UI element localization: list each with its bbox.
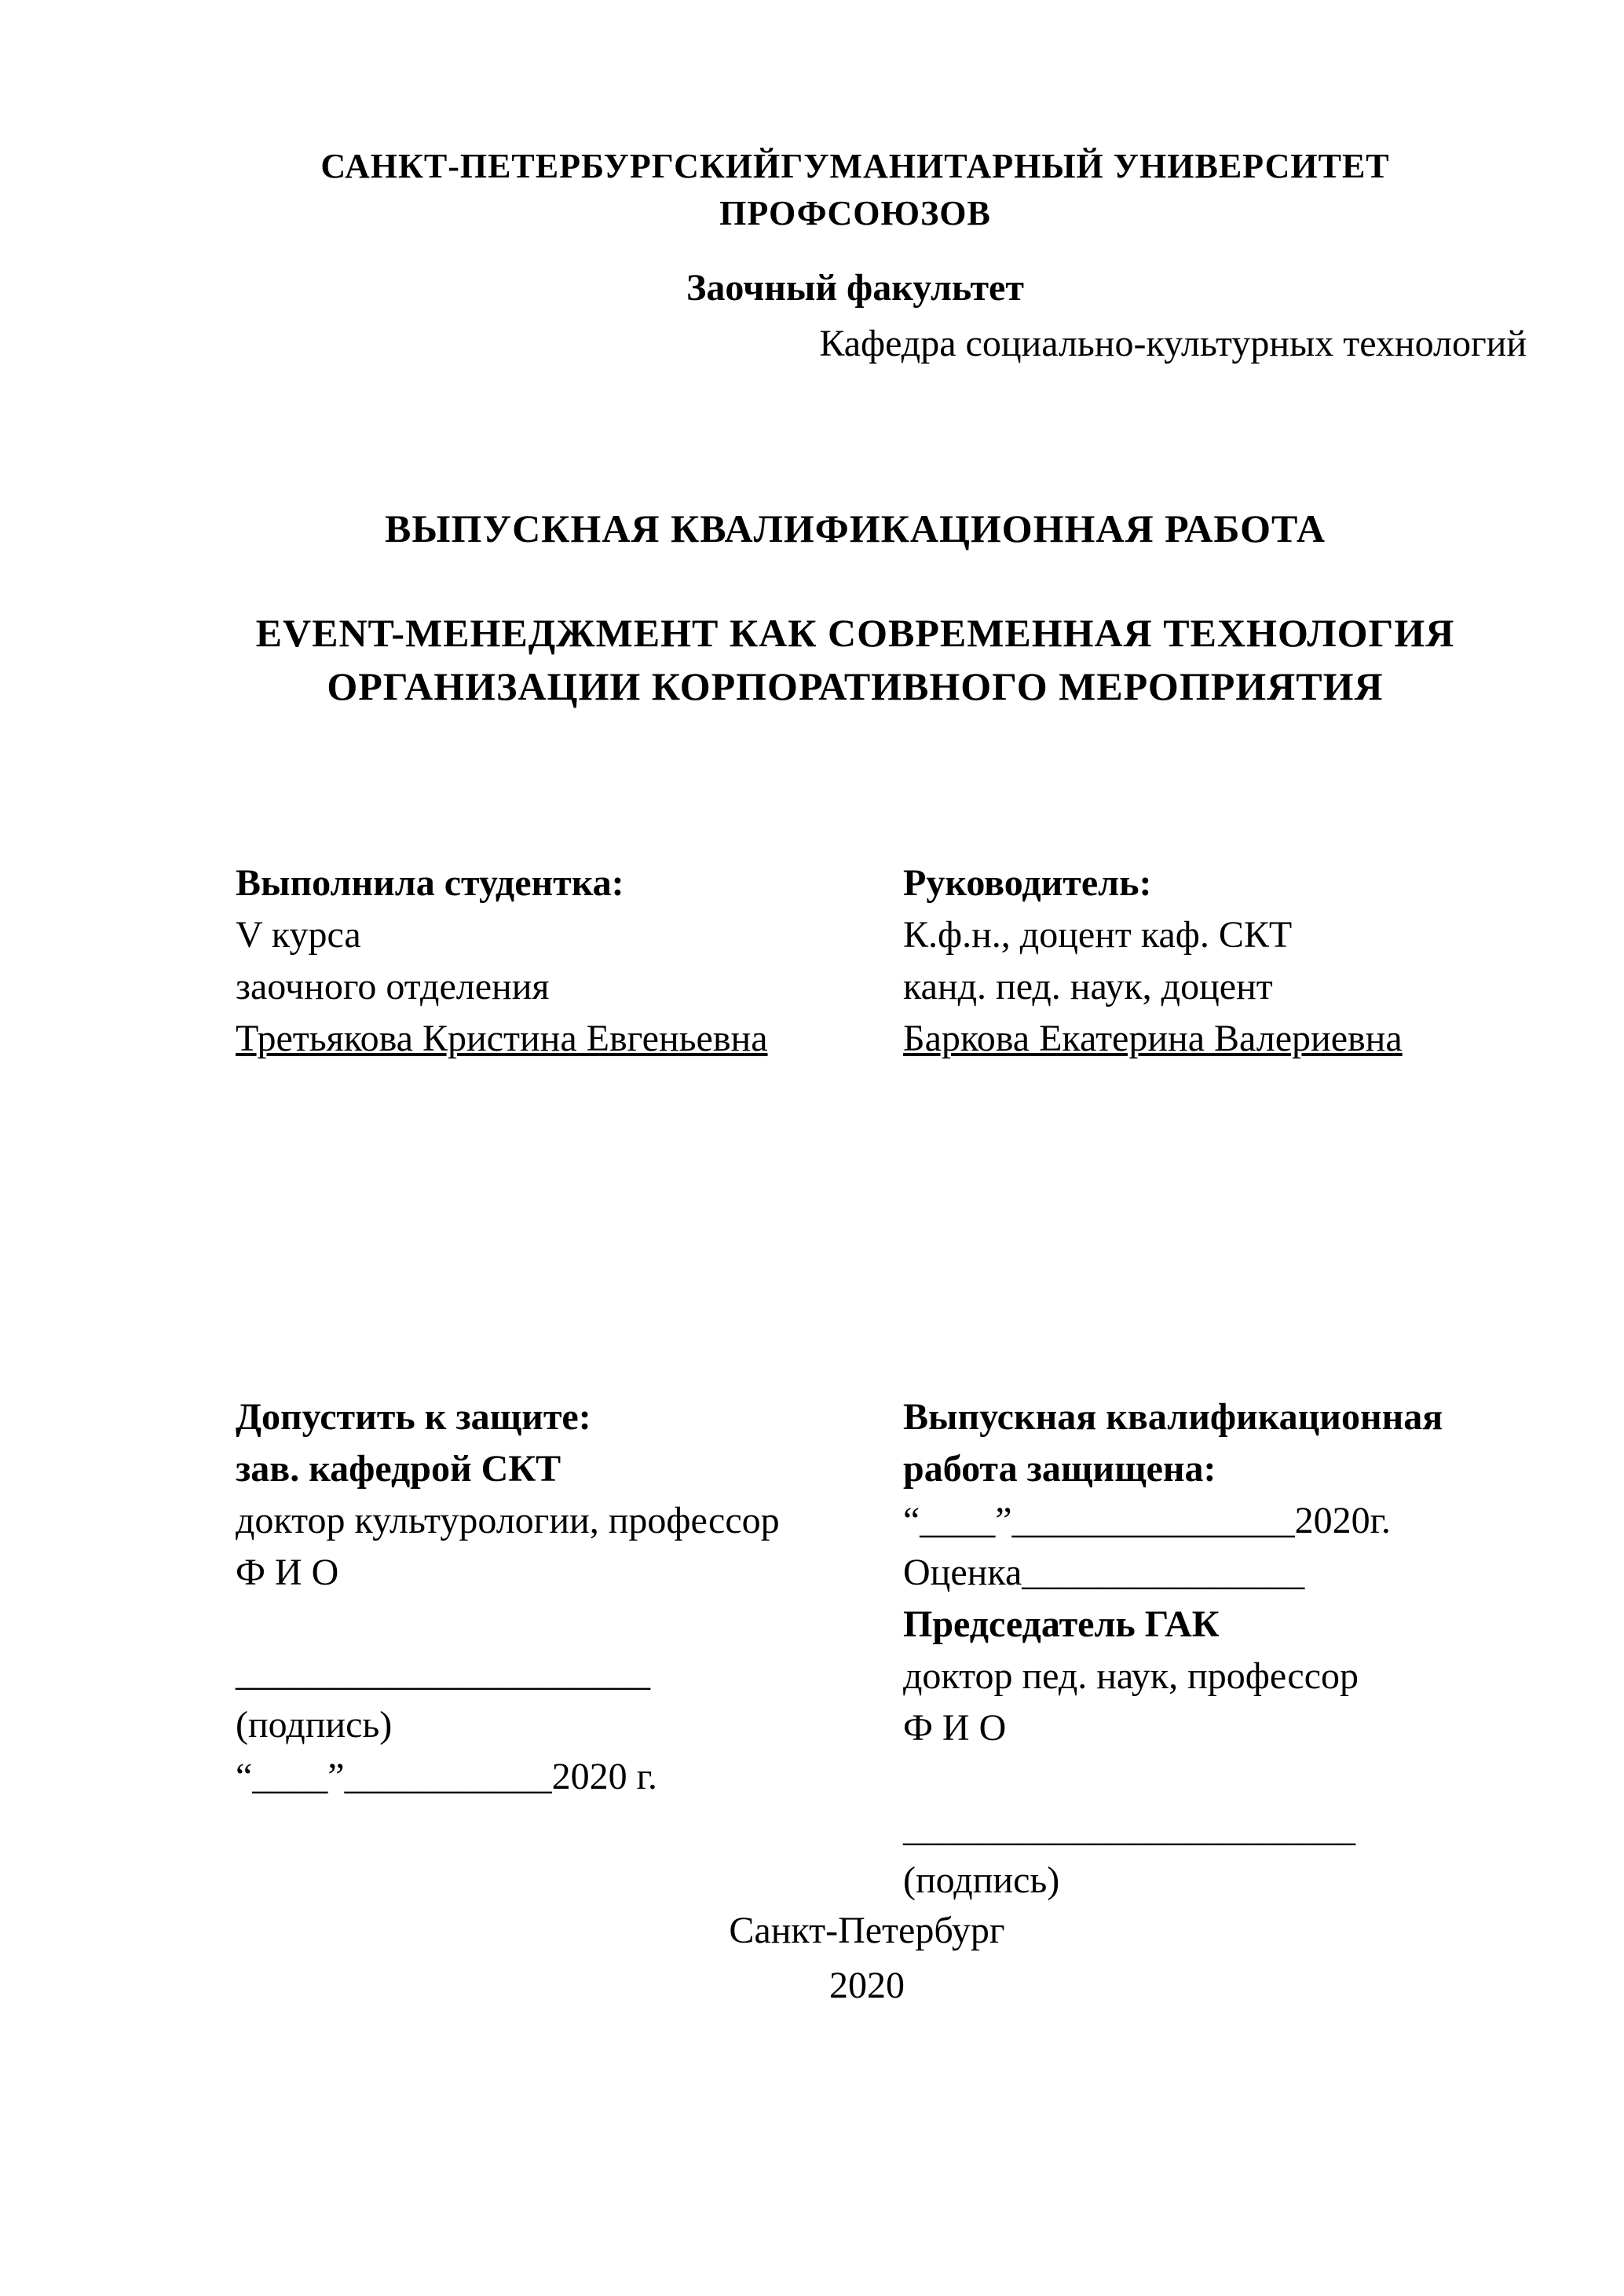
thesis-title-line2: ОРГАНИЗАЦИИ КОРПОРАТИВНОГО МЕРОПРИЯТИЯ <box>327 664 1384 708</box>
defense-block <box>903 1391 1514 1907</box>
defense-label-line1: Выпускная квалификационная <box>903 1396 1443 1438</box>
admission-signature-caption: (подпись) <box>236 1704 393 1746</box>
header-block <box>196 143 1514 314</box>
student-block <box>236 857 887 1065</box>
student-division: заочного отделения <box>236 966 550 1007</box>
defense-chair-label: Председатель ГАК <box>903 1603 1220 1645</box>
city-name: Санкт-Петербург <box>729 1910 1005 1951</box>
admission-label: Допустить к защите: <box>236 1396 591 1438</box>
work-type-heading: ВЫПУСКНАЯ КВАЛИФИКАЦИОННАЯ РАБОТА <box>385 506 1326 550</box>
admission-head-of-department: зав. кафедрой СКТ <box>236 1448 561 1490</box>
admission-block <box>236 1391 887 1803</box>
thesis-title <box>196 606 1514 713</box>
admission-date-line: “____”___________2020 г. <box>236 1756 657 1797</box>
supervisor-rank: канд. пед. наук, доцент <box>903 966 1273 1007</box>
admission-fio: Ф И О <box>236 1552 339 1593</box>
supervisor-block <box>903 857 1514 1065</box>
defense-label-line2: работа защищена: <box>903 1448 1216 1490</box>
admission-signature-line: ______________________ <box>236 1652 650 1694</box>
imprint-block <box>236 1903 1498 2013</box>
faculty-name: Заочный факультет <box>686 267 1024 309</box>
supervisor-name: Баркова Екатерина Валериевна <box>903 1018 1403 1059</box>
year: 2020 <box>829 1965 905 2006</box>
defense-signature-caption: (подпись) <box>903 1859 1060 1901</box>
department-line: Кафедра социально-культурных технологий <box>819 323 1527 364</box>
defense-date-line: “____”_______________2020г. <box>903 1500 1391 1541</box>
defense-chair-fio: Ф И О <box>903 1707 1007 1749</box>
student-name: Третьякова Кристина Евгеньевна <box>236 1018 768 1059</box>
defense-grade-line: Оценка_______________ <box>903 1552 1305 1593</box>
supervisor-degree: К.ф.н., доцент каф. СКТ <box>903 914 1293 956</box>
student-course: V курса <box>236 914 361 956</box>
student-label: Выполнила студентка: <box>236 862 624 904</box>
admission-degree: доктор культурологии, профессор <box>236 1500 780 1541</box>
supervisor-label: Руководитель: <box>903 862 1152 904</box>
defense-signature-line: ________________________ <box>903 1808 1355 1849</box>
defense-chair-degree: доктор пед. наук, профессор <box>903 1655 1359 1697</box>
university-name: САНКТ-ПЕТЕРБУРГСКИЙГУМАНИТАРНЫЙ УНИВЕРСИТЕТ ПРОФСОЮЗОВ <box>320 147 1390 232</box>
thesis-title-line1: EVENT-МЕНЕДЖМЕНТ КАК СОВРЕМЕННАЯ ТЕХНОЛОГИЯ <box>255 611 1455 655</box>
